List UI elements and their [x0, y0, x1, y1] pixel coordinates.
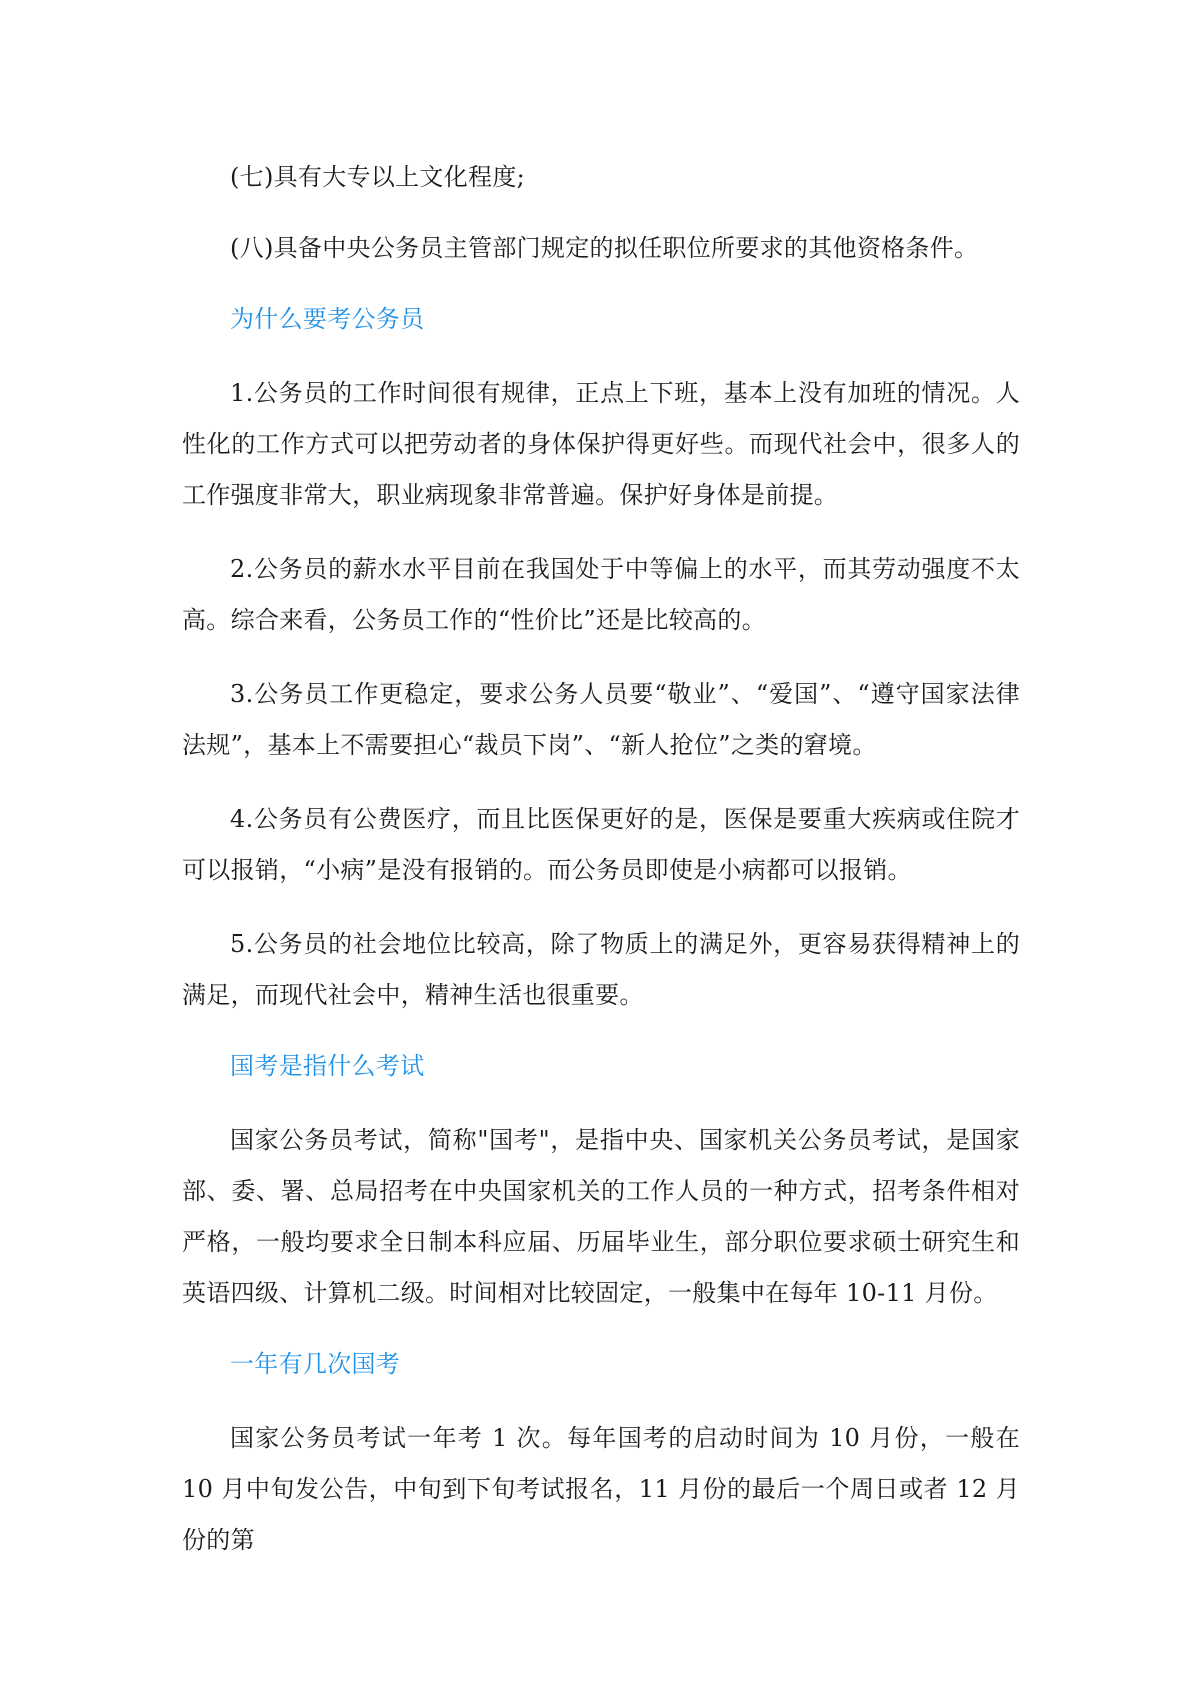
- document-body: [182, 152, 1020, 1566]
- paragraph-requirement-7: (七)具有大专以上文化程度;: [230, 163, 526, 191]
- paragraph-reason-2: 2.公务员的薪水水平目前在我国处于中等偏上的水平，而其劳动强度不太高。综合来看，公务员工作的“性价比”还是比较高的。: [182, 555, 1020, 634]
- paragraph-reason-5: 5.公务员的社会地位比较高，除了物质上的满足外，更容易获得精神上的满足，而现代社会中，精神生活也很重要。: [182, 930, 1020, 1009]
- heading-what-is-guokao: 国考是指什么考试: [230, 1052, 425, 1080]
- paragraph-requirement-8: (八)具备中央公务员主管部门规定的拟任职位所要求的其他资格条件。: [230, 234, 979, 262]
- paragraph-guokao-definition: 国家公务员考试，简称"国考"，是指中央、国家机关公务员考试，是国家部、委、署、总局招考在中央国家机关的工作人员的一种方式，招考条件相对严格，一般均要求全日制本科应届、历届毕业生，部分职位要求硕士研究生和英语四级、计算机二级。时间相对比较固定，一般集中在每年 10-11 月份。: [182, 1126, 1020, 1307]
- heading-exams-per-year: 一年有几次国考: [230, 1350, 401, 1378]
- heading-why-civil-servant: 为什么要考公务员: [230, 305, 425, 333]
- paragraph-reason-3: 3.公务员工作更稳定，要求公务人员要“敬业”、“爱国”、“遵守国家法律法规”，基本上不需要担心“裁员下岗”、“新人抢位”之类的窘境。: [182, 680, 1020, 759]
- paragraph-reason-1: 1.公务员的工作时间很有规律，正点上下班，基本上没有加班的情况。人性化的工作方式可以把劳动者的身体保护得更好些。而现代社会中，很多人的工作强度非常大，职业病现象非常普遍。保护好身体是前提。: [182, 379, 1020, 509]
- paragraph-exam-frequency: 国家公务员考试一年考 1 次。每年国考的启动时间为 10 月份，一般在 10 月中旬发公告，中旬到下旬考试报名，11 月份的最后一个周日或者 12 月份的第: [182, 1424, 1020, 1554]
- paragraph-reason-4: 4.公务员有公费医疗，而且比医保更好的是，医保是要重大疾病或住院才可以报销，“小病”是没有报销的。而公务员即使是小病都可以报销。: [182, 805, 1020, 884]
